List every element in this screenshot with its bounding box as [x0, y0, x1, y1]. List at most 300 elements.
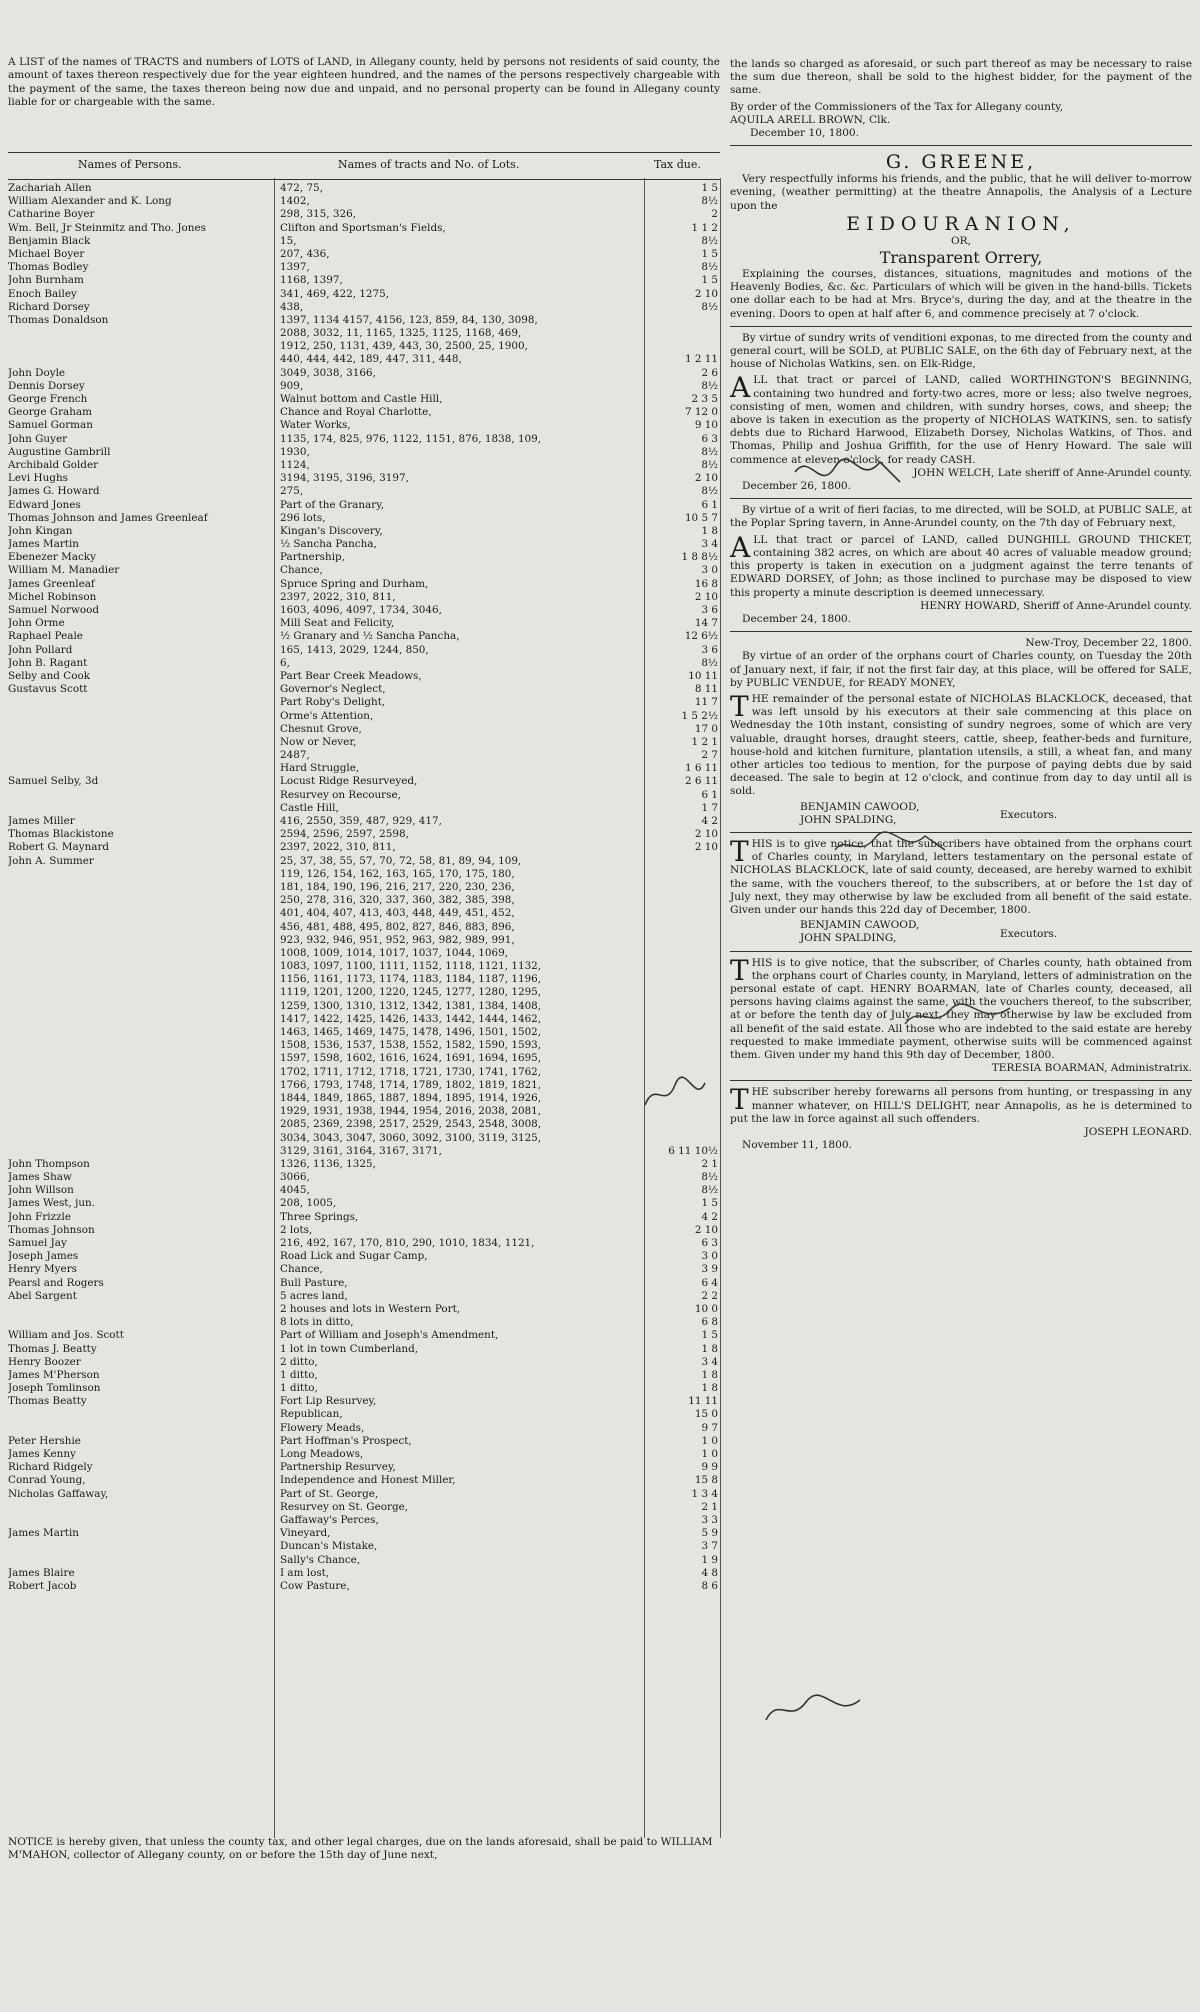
drop-cap-a: A — [730, 530, 751, 564]
tax-due: 11 11 — [688, 1395, 718, 1408]
tract-lots: Part of the Granary, — [280, 498, 384, 511]
tract-lots: Part of William and Joseph's Amendment, — [280, 1329, 499, 1342]
handwritten-mark — [640, 1075, 710, 1115]
table-row — [8, 564, 720, 577]
executors-block: BENJAMIN CAWOOD, JOHN SPALDING, Executors. — [730, 919, 1192, 945]
howard-sale-body: LL that tract or parcel of LAND, called DUNGHILL GROUND THICKET, containing 382 acres, on which are about 40 acres of valuable meadow ground; this property is taken in execution on a judgment against the terre tenants of EDWARD DORSEY, of John; as those inclined to purchase may be disposed to view this property a minute description is deemed unnecessary. — [730, 533, 1192, 599]
tract-lots: Clifton and Sportsman's Fields, — [280, 221, 446, 234]
table-row — [8, 855, 720, 868]
tract-lots: 1844, 1849, 1865, 1887, 1894, 1895, 1914, 1926, — [280, 1091, 542, 1104]
table-row — [8, 1263, 720, 1276]
person-name: Wm. Bell, Jr Steinmitz and Tho. Jones — [8, 221, 206, 234]
tax-due: 6 8 — [701, 1316, 718, 1329]
table-row — [8, 261, 720, 274]
tax-due: 7 12 0 — [684, 406, 718, 419]
tract-lots: 1603, 4096, 4097, 1734, 3046, — [280, 604, 442, 616]
tract-lots: 25, 37, 38, 55, 57, 70, 72, 58, 81, 89, 94, 109, — [280, 854, 522, 867]
person-name: Pearsl and Rogers — [8, 1276, 104, 1289]
tract-lots: 119, 126, 154, 162, 163, 165, 170, 175, 180, — [280, 867, 515, 880]
tax-due: 4 8 — [701, 1566, 718, 1579]
tax-due: 1 5 — [701, 182, 718, 194]
table-row — [8, 1013, 720, 1026]
table-row — [8, 235, 720, 248]
person-name: Joseph Tomlinson — [8, 1382, 101, 1395]
person-name: John Burnham — [8, 274, 84, 287]
tax-due: 1 5 — [701, 1329, 718, 1342]
handwritten-mark — [900, 1000, 1020, 1034]
tax-due: 2 10 — [694, 590, 718, 603]
person-name: Edward Jones — [8, 498, 81, 511]
tax-due: 2 10 — [694, 841, 718, 854]
tax-list-column — [8, 0, 726, 2012]
table-row — [8, 1488, 720, 1501]
tract-lots: 1929, 1931, 1938, 1944, 1954, 2016, 2038, 2081, — [280, 1105, 542, 1118]
tract-lots: Chance, — [280, 564, 323, 577]
tax-due: 16 8 — [694, 577, 718, 590]
table-row — [8, 841, 720, 854]
welch-signature: JOHN WELCH, Late sheriff of Anne-Arundel county. — [913, 466, 1192, 479]
person-name: James M'Pherson — [8, 1368, 100, 1381]
tax-due: 11 7 — [694, 696, 718, 709]
table-row — [8, 815, 720, 828]
tax-due: 1 8 — [701, 1342, 718, 1355]
handwritten-mark — [790, 452, 910, 492]
tax-due: 3 0 — [701, 564, 718, 577]
tract-lots: 2 ditto, — [280, 1355, 318, 1368]
tract-lots: 216, 492, 167, 170, 810, 290, 1010, 1834, 1121, — [280, 1237, 535, 1249]
tract-lots: 207, 436, — [280, 247, 330, 260]
table-row — [8, 538, 720, 551]
tax-due: 6 1 — [701, 788, 718, 801]
person-name: Nicholas Gaffaway, — [8, 1487, 109, 1500]
date-line: November 11, 1800. — [742, 1139, 852, 1152]
person-name: Richard Ridgely — [8, 1461, 93, 1474]
tax-due: 1 0 — [701, 1448, 718, 1460]
person-name: Benjamin Black — [8, 234, 91, 247]
executor-name: BENJAMIN CAWOOD, — [800, 919, 920, 932]
handwritten-mark — [760, 1690, 870, 1730]
tract-lots: 2 lots, — [280, 1223, 313, 1236]
advertisements-column — [730, 58, 1192, 1152]
tract-lots: Resurvey on St. George, — [280, 1500, 409, 1513]
table-row — [8, 921, 720, 934]
header-tax: Tax due. — [654, 158, 701, 171]
tract-lots: Chance, — [280, 1263, 323, 1276]
date-line: December 10, 1800. — [750, 127, 860, 140]
tax-list-continuation: the lands so charged as aforesaid, or such part thereof as may be necessary to raise the sum due thereon, shall be sold to the highest bidder, for the payment of the same. — [730, 58, 1192, 97]
tract-lots: Orme's Attention, — [280, 709, 374, 722]
tract-lots: 6, — [280, 656, 290, 669]
person-name: John A. Summer — [8, 854, 94, 867]
tract-lots: Part Hoffman's Prospect, — [280, 1434, 412, 1447]
tract-lots: 3194, 3195, 3196, 3197, — [280, 472, 409, 485]
tax-due: 6 11 10½ — [668, 1144, 718, 1157]
table-row — [8, 274, 720, 287]
tract-lots: 1912, 250, 1131, 439, 443, 30, 2500, 25, 1900, — [280, 340, 528, 353]
divider — [730, 1080, 1192, 1081]
tract-lots: 1008, 1009, 1014, 1017, 1037, 1044, 1069, — [280, 946, 509, 959]
tax-due: 3 4 — [701, 1355, 718, 1368]
person-name: John Pollard — [8, 643, 73, 656]
tract-lots: 1417, 1422, 1425, 1426, 1433, 1442, 1444, 1462, — [280, 1012, 542, 1025]
table-row — [8, 512, 720, 525]
tract-lots: Bull Pasture, — [280, 1276, 348, 1289]
tract-lots: 1119, 1201, 1200, 1220, 1245, 1277, 1280, 1295, — [280, 986, 542, 999]
divider — [730, 832, 1192, 833]
table-row — [8, 868, 720, 881]
table-row — [8, 1567, 720, 1580]
table-row — [8, 1501, 720, 1514]
person-name: Thomas Johnson and James Greenleaf — [8, 511, 208, 524]
drop-cap-a: A — [730, 371, 751, 405]
tax-due: 1 5 2½ — [681, 709, 718, 722]
tract-lots: Locust Ridge Resurveyed, — [280, 775, 418, 788]
tract-lots: 1597, 1598, 1602, 1616, 1624, 1691, 1694, 1695, — [280, 1052, 542, 1065]
table-row — [8, 710, 720, 723]
tract-lots: Part of St. George, — [280, 1487, 379, 1500]
table-row — [8, 314, 720, 327]
table-row — [8, 1580, 720, 1593]
table-row — [8, 1461, 720, 1474]
table-row — [8, 1303, 720, 1316]
person-name: Robert G. Maynard — [8, 841, 110, 854]
table-row — [8, 1000, 720, 1013]
tract-lots: Water Works, — [280, 419, 351, 432]
table-row — [8, 1277, 720, 1290]
divider — [730, 498, 1192, 499]
table-row — [8, 881, 720, 894]
greene-announcement: Very respectfully informs his friends, and the public, that he will deliver to-morrow evening, (weather permitting) at the theatre Annapolis, the Analysis of a Lecture upon the — [730, 173, 1192, 212]
table-row — [8, 1369, 720, 1382]
tract-lots: Chance and Royal Charlotte, — [280, 406, 432, 419]
tax-due: 1 2 11 — [684, 353, 718, 366]
tract-lots: 1 ditto, — [280, 1368, 318, 1381]
leonard-signature: JOSEPH LEONARD. — [1084, 1126, 1192, 1139]
tract-lots: Long Meadows, — [280, 1448, 364, 1460]
table-row — [8, 749, 720, 762]
tract-lots: Road Lick and Sugar Camp, — [280, 1250, 428, 1263]
tract-lots: Walnut bottom and Castle Hill, — [280, 393, 443, 405]
table-row — [8, 1554, 720, 1567]
tract-lots: 1930, — [280, 445, 310, 458]
person-name: James Martin — [8, 1527, 79, 1540]
tax-due: 2 10 — [694, 287, 718, 300]
administratrix-signature: TERESIA BOARMAN, Administratrix. — [991, 1062, 1192, 1075]
tract-lots: 5 acres land, — [280, 1289, 348, 1302]
tax-due: 1 8 8½ — [681, 551, 718, 564]
eidouranion-title: EIDOURANION, — [846, 212, 1076, 235]
date-line: December 26, 1800. — [742, 480, 852, 493]
person-name: James Greenleaf — [8, 577, 95, 590]
tract-lots: 15, — [280, 234, 297, 247]
tract-lots: 250, 278, 316, 320, 337, 360, 382, 385, 398, — [280, 894, 515, 907]
table-row — [8, 617, 720, 630]
tax-due: 8½ — [701, 445, 718, 458]
tract-lots: 208, 1005, — [280, 1197, 337, 1210]
table-row — [8, 301, 720, 314]
tract-lots: Part Roby's Delight, — [280, 696, 386, 709]
tract-lots: I am lost, — [280, 1566, 330, 1579]
tract-lots: 472, 75, — [280, 182, 323, 194]
tract-lots: 2594, 2596, 2597, 2598, — [280, 828, 409, 841]
howard-signature: HENRY HOWARD, Sheriff of Anne-Arundel county. — [920, 599, 1192, 612]
tract-lots: Independence and Honest Miller, — [280, 1474, 456, 1487]
tax-due: 3 3 — [701, 1513, 718, 1526]
tract-lots: 401, 404, 407, 413, 403, 448, 449, 451, 452, — [280, 907, 515, 920]
collector-notice: NOTICE is hereby given, that unless the county tax, and other legal charges, due on the lands aforesaid, shall be paid to WILLIAM M'MAHON, collector of Allegany county, on or before the 15th day of June next, — [8, 1836, 713, 1861]
welch-sale-intro: By virtue of sundry writs of venditioni exponas, to me directed from the county and general court, will be SOLD, at PUBLIC SALE, on the 6th day of February next, at the house of Nicholas Watkins, sen. on Elk-Ridge, — [730, 331, 1192, 371]
tax-table-body — [8, 182, 720, 1593]
tract-lots: 341, 469, 422, 1275, — [280, 287, 390, 300]
tax-due: 8½ — [701, 195, 718, 208]
tax-due: 1 8 — [701, 1382, 718, 1395]
tax-due: 1 1 2 — [691, 221, 718, 234]
table-row — [8, 327, 720, 340]
table-row — [8, 288, 720, 301]
table-row — [8, 459, 720, 472]
person-name: Thomas Bodley — [8, 261, 89, 274]
table-row — [8, 1290, 720, 1303]
tract-lots: Part Bear Creek Meadows, — [280, 669, 422, 682]
tract-lots: Fort Lip Resurvey, — [280, 1395, 377, 1408]
table-row — [8, 696, 720, 709]
person-name: John Frizzle — [8, 1210, 72, 1223]
tract-lots: 1766, 1793, 1748, 1714, 1789, 1802, 1819, 1821, — [280, 1078, 542, 1091]
welch-sale-body: LL that tract or parcel of LAND, called WORTHINGTON'S BEGINNING, containing two hundred and forty-two acres, more or less; also twelve negroes, consisting of men, women and children, with sundry horses, cows, and sheep; the above is taken in execution as the property of NICHOLAS WATKINS, sen. to satisfy debts due to Richard Harwood, Elizabeth Dorsey, Nicholas Watkins, of Thos. and Thomas, Philip and Joshua Griffith, for the use of Henry Howard. The sale will commence at eleven o'clock, for ready CASH. — [730, 374, 1192, 466]
person-name: Samuel Selby, 3d — [8, 775, 99, 788]
tract-lots: Hard Struggle, — [280, 762, 360, 775]
tract-lots: Kingan's Discovery, — [280, 524, 383, 537]
tract-lots: 909, — [280, 379, 304, 392]
table-row — [8, 393, 720, 406]
boarman-notice-body: HIS is to give notice, that the subscriber, of Charles county, hath obtained from the orphans court of Charles county, in Maryland, letters of administration on the personal estate of capt. HENRY BOARMAN, late of Charles county, deceased, all persons having claims against the same, with the vouchers thereof, to the subscriber, at or before the tenth day of July next, they may otherwise by law be excluded from all benefit of the said estate. All those who are indebted to the said estate are hereby requested to make immediate payment, otherwise suits will be commenced against them. Given under my hand this 9th day of December, 1800. — [730, 956, 1192, 1061]
person-name: John Thompson — [8, 1157, 90, 1170]
person-name: James West, jun. — [8, 1197, 96, 1210]
table-row — [8, 1422, 720, 1435]
tract-lots: 2397, 2022, 310, 811, — [280, 590, 396, 603]
tax-due: 1 0 — [701, 1434, 718, 1447]
tract-lots: Resurvey on Recourse, — [280, 788, 401, 801]
table-row — [8, 367, 720, 380]
tract-lots: 3129, 3161, 3164, 3167, 3171, — [280, 1144, 442, 1157]
tract-lots: Castle Hill, — [280, 801, 339, 814]
divider — [730, 951, 1192, 952]
tract-lots: Partnership, — [280, 551, 345, 564]
table-row — [8, 1408, 720, 1421]
table-row — [8, 591, 720, 604]
tax-due: 9 10 — [694, 419, 718, 432]
tract-lots: 416, 2550, 359, 487, 929, 417, — [280, 815, 442, 827]
table-row — [8, 525, 720, 538]
executor-name: JOHN SPALDING, — [800, 932, 897, 945]
tax-due: 2 10 — [694, 472, 718, 485]
drop-cap-t: T — [730, 689, 749, 723]
tract-lots: 165, 1413, 2029, 1244, 850, — [280, 643, 429, 656]
person-name: Thomas Beatty — [8, 1395, 87, 1408]
tax-due: 9 9 — [701, 1461, 718, 1474]
table-row — [8, 1171, 720, 1184]
tract-lots: 3034, 3043, 3047, 3060, 3092, 3100, 3119, 3125, — [280, 1131, 542, 1144]
tract-lots: 1156, 1161, 1173, 1174, 1183, 1184, 1187, 1196, — [280, 973, 542, 986]
tax-due: 10 0 — [694, 1302, 718, 1315]
table-row — [8, 472, 720, 485]
tract-lots: 296 lots, — [280, 511, 326, 524]
tax-due: 1 8 — [701, 524, 718, 537]
header-names: Names of Persons. — [78, 158, 182, 171]
table-row — [8, 551, 720, 564]
tax-due: 1 5 — [701, 274, 718, 287]
person-name: Robert Jacob — [8, 1579, 77, 1592]
tract-lots: 440, 444, 442, 189, 447, 311, 448, — [280, 353, 462, 366]
person-name: Zachariah Allen — [8, 182, 92, 194]
tax-due: 1 6 11 — [684, 762, 718, 775]
tax-due: 3 6 — [701, 643, 718, 656]
table-row — [8, 433, 720, 446]
person-name: Catharine Boyer — [8, 208, 95, 221]
tract-lots: Republican, — [280, 1408, 343, 1421]
tract-lots: Gaffaway's Perces, — [280, 1513, 379, 1526]
tract-lots: Flowery Meads, — [280, 1421, 365, 1434]
table-header — [8, 152, 720, 180]
table-row — [8, 947, 720, 960]
tract-lots: 2085, 2369, 2398, 2517, 2529, 2543, 2548, 3008, — [280, 1118, 542, 1131]
table-row — [8, 1527, 720, 1540]
table-row — [8, 578, 720, 591]
tract-lots: ½ Granary and ½ Sancha Pancha, — [280, 630, 460, 643]
tract-lots: Three Springs, — [280, 1210, 359, 1223]
tax-due: 6 4 — [701, 1276, 718, 1289]
tax-due: 3 0 — [701, 1250, 718, 1263]
person-name: William Alexander and K. Long — [8, 195, 172, 208]
person-name: Thomas Blackistone — [8, 828, 114, 841]
table-row — [8, 1052, 720, 1065]
tract-lots: Partnership Resurvey, — [280, 1461, 396, 1474]
clerk-signature: AQUILA ARELL BROWN, Clk. — [730, 113, 891, 126]
tax-due: 14 7 — [694, 617, 718, 630]
orrery-subtitle: Transparent Orrery, — [879, 248, 1043, 268]
table-row — [8, 670, 720, 683]
blacklock-notice-body: HIS is to give notice, that the subscribers have obtained from the orphans court of Charles county, in Maryland, letters testamentary on the personal estate of NICHOLAS BLACKLOCK, late of said county, deceased, are hereby warned to exhibit the same, with the vouchers thereof, to the subscribers, at or before the 1st day of July next, they may otherwise by law be excluded from all benefit of the said estate. Given under our hands this 22d day of December, 1800. — [730, 837, 1192, 916]
person-name: Joseph James — [8, 1250, 79, 1263]
person-name: Michel Robinson — [8, 590, 97, 603]
table-row — [8, 208, 720, 221]
table-row — [8, 1224, 720, 1237]
tax-due: 6 3 — [701, 1237, 718, 1249]
tax-due: 8½ — [701, 485, 718, 498]
howard-sale-intro: By virtue of a writ of fieri facias, to me directed, will be SOLD, at PUBLIC SALE, at the Poplar Spring tavern, in Anne-Arundel county, on the 7th day of February next, — [730, 504, 1192, 530]
table-row — [8, 1382, 720, 1395]
tract-lots: 923, 932, 946, 951, 952, 963, 982, 989, 991, — [280, 933, 515, 946]
table-row — [8, 1197, 720, 1210]
table-row — [8, 1329, 720, 1342]
tax-due: 8 11 — [694, 683, 718, 696]
table-row — [8, 789, 720, 802]
tract-lots: 3049, 3038, 3166, — [280, 366, 376, 379]
table-row — [8, 248, 720, 261]
tract-lots: Chesnut Grove, — [280, 722, 362, 735]
tax-due: 9 7 — [701, 1421, 718, 1434]
divider — [730, 145, 1192, 146]
table-row — [8, 1184, 720, 1197]
tract-lots: 1402, — [280, 195, 310, 208]
person-name: James G. Howard — [8, 485, 100, 498]
person-name: Michael Boyer — [8, 247, 85, 260]
person-name: James Martin — [8, 538, 79, 551]
person-name: Gustavus Scott — [8, 683, 88, 696]
divider — [730, 326, 1192, 327]
tax-due: 2 6 — [701, 366, 718, 379]
table-row — [8, 182, 720, 195]
table-row — [8, 406, 720, 419]
tax-due: 8 6 — [701, 1579, 718, 1592]
handwritten-mark — [830, 830, 950, 860]
table-row — [8, 1514, 720, 1527]
tax-due: 15 0 — [694, 1408, 718, 1421]
tract-lots: 1508, 1536, 1537, 1538, 1552, 1582, 1590, 1593, — [280, 1039, 542, 1052]
troy-body: HE remainder of the personal estate of NICHOLAS BLACKLOCK, deceased, that was left unsold by his executors at their sale commencing at this place on Wednesday the 10th instant, consisting of sundry negroes, some of which are very valuable, draught horses, draught steers, cattle, sheep, feather-beds and furniture, house-hold and kitchen furniture, plantation utensils, a still, a wheat fan, and many other articles too tedious to mention, for the purpose of paying debts due by said deceased. The sale to begin at 12 o'clock, and continue from day to day until all is sold. — [730, 692, 1192, 798]
tract-lots: 1702, 1711, 1712, 1718, 1721, 1730, 1741, 1762, — [280, 1065, 542, 1078]
person-name: Enoch Bailey — [8, 287, 77, 300]
table-row — [8, 683, 720, 696]
table-row — [8, 1026, 720, 1039]
tax-due: 3 4 — [701, 538, 718, 551]
table-row — [8, 1211, 720, 1224]
table-row — [8, 604, 720, 617]
table-row — [8, 986, 720, 999]
table-row — [8, 1145, 720, 1158]
table-row — [8, 1316, 720, 1329]
tax-due: 3 7 — [701, 1540, 718, 1553]
tract-lots: 2487, — [280, 749, 310, 762]
person-name: William M. Manadier — [8, 564, 120, 577]
person-name: James Blaire — [8, 1566, 75, 1579]
table-row — [8, 1079, 720, 1092]
table-row — [8, 973, 720, 986]
person-name: Conrad Young, — [8, 1474, 86, 1487]
tax-due: 1 7 — [701, 801, 718, 814]
person-name: James Miller — [8, 815, 75, 827]
table-row — [8, 934, 720, 947]
tract-lots: 3066, — [280, 1171, 310, 1184]
table-row — [8, 1343, 720, 1356]
table-row — [8, 1250, 720, 1263]
tax-due: 2 10 — [694, 1223, 718, 1236]
tax-due: 1 8 — [701, 1368, 718, 1381]
table-row — [8, 1105, 720, 1118]
tax-due: 2 3 5 — [691, 393, 718, 405]
tax-due: 2 6 11 — [684, 775, 718, 788]
table-row — [8, 485, 720, 498]
tract-lots: Sally's Chance, — [280, 1553, 361, 1566]
person-name: Levi Hughs — [8, 472, 68, 485]
tax-due: 4 2 — [701, 815, 718, 827]
person-name: John Orme — [8, 617, 65, 630]
tax-due: 10 11 — [688, 669, 718, 682]
date-line: December 24, 1800. — [742, 612, 852, 625]
tract-lots: 275, — [280, 485, 304, 498]
table-row — [8, 380, 720, 393]
tract-lots: 1 ditto, — [280, 1382, 318, 1395]
tax-due: 8½ — [701, 458, 718, 471]
table-row — [8, 1435, 720, 1448]
tract-lots: Cow Pasture, — [280, 1579, 350, 1592]
tract-lots: 298, 315, 326, — [280, 208, 357, 221]
troy-intro: By virtue of an order of the orphans court of Charles county, on Tuesday the 20th of January next, if fair, if not the first fair day, at this place, will be offered for SALE, by PUBLIC VENDUE, for READY MONEY, — [730, 650, 1192, 689]
tax-due: 1 9 — [701, 1553, 718, 1566]
person-name: Raphael Peale — [8, 630, 83, 643]
tax-due: 3 6 — [701, 604, 718, 616]
tract-lots: 1124, — [280, 458, 310, 471]
